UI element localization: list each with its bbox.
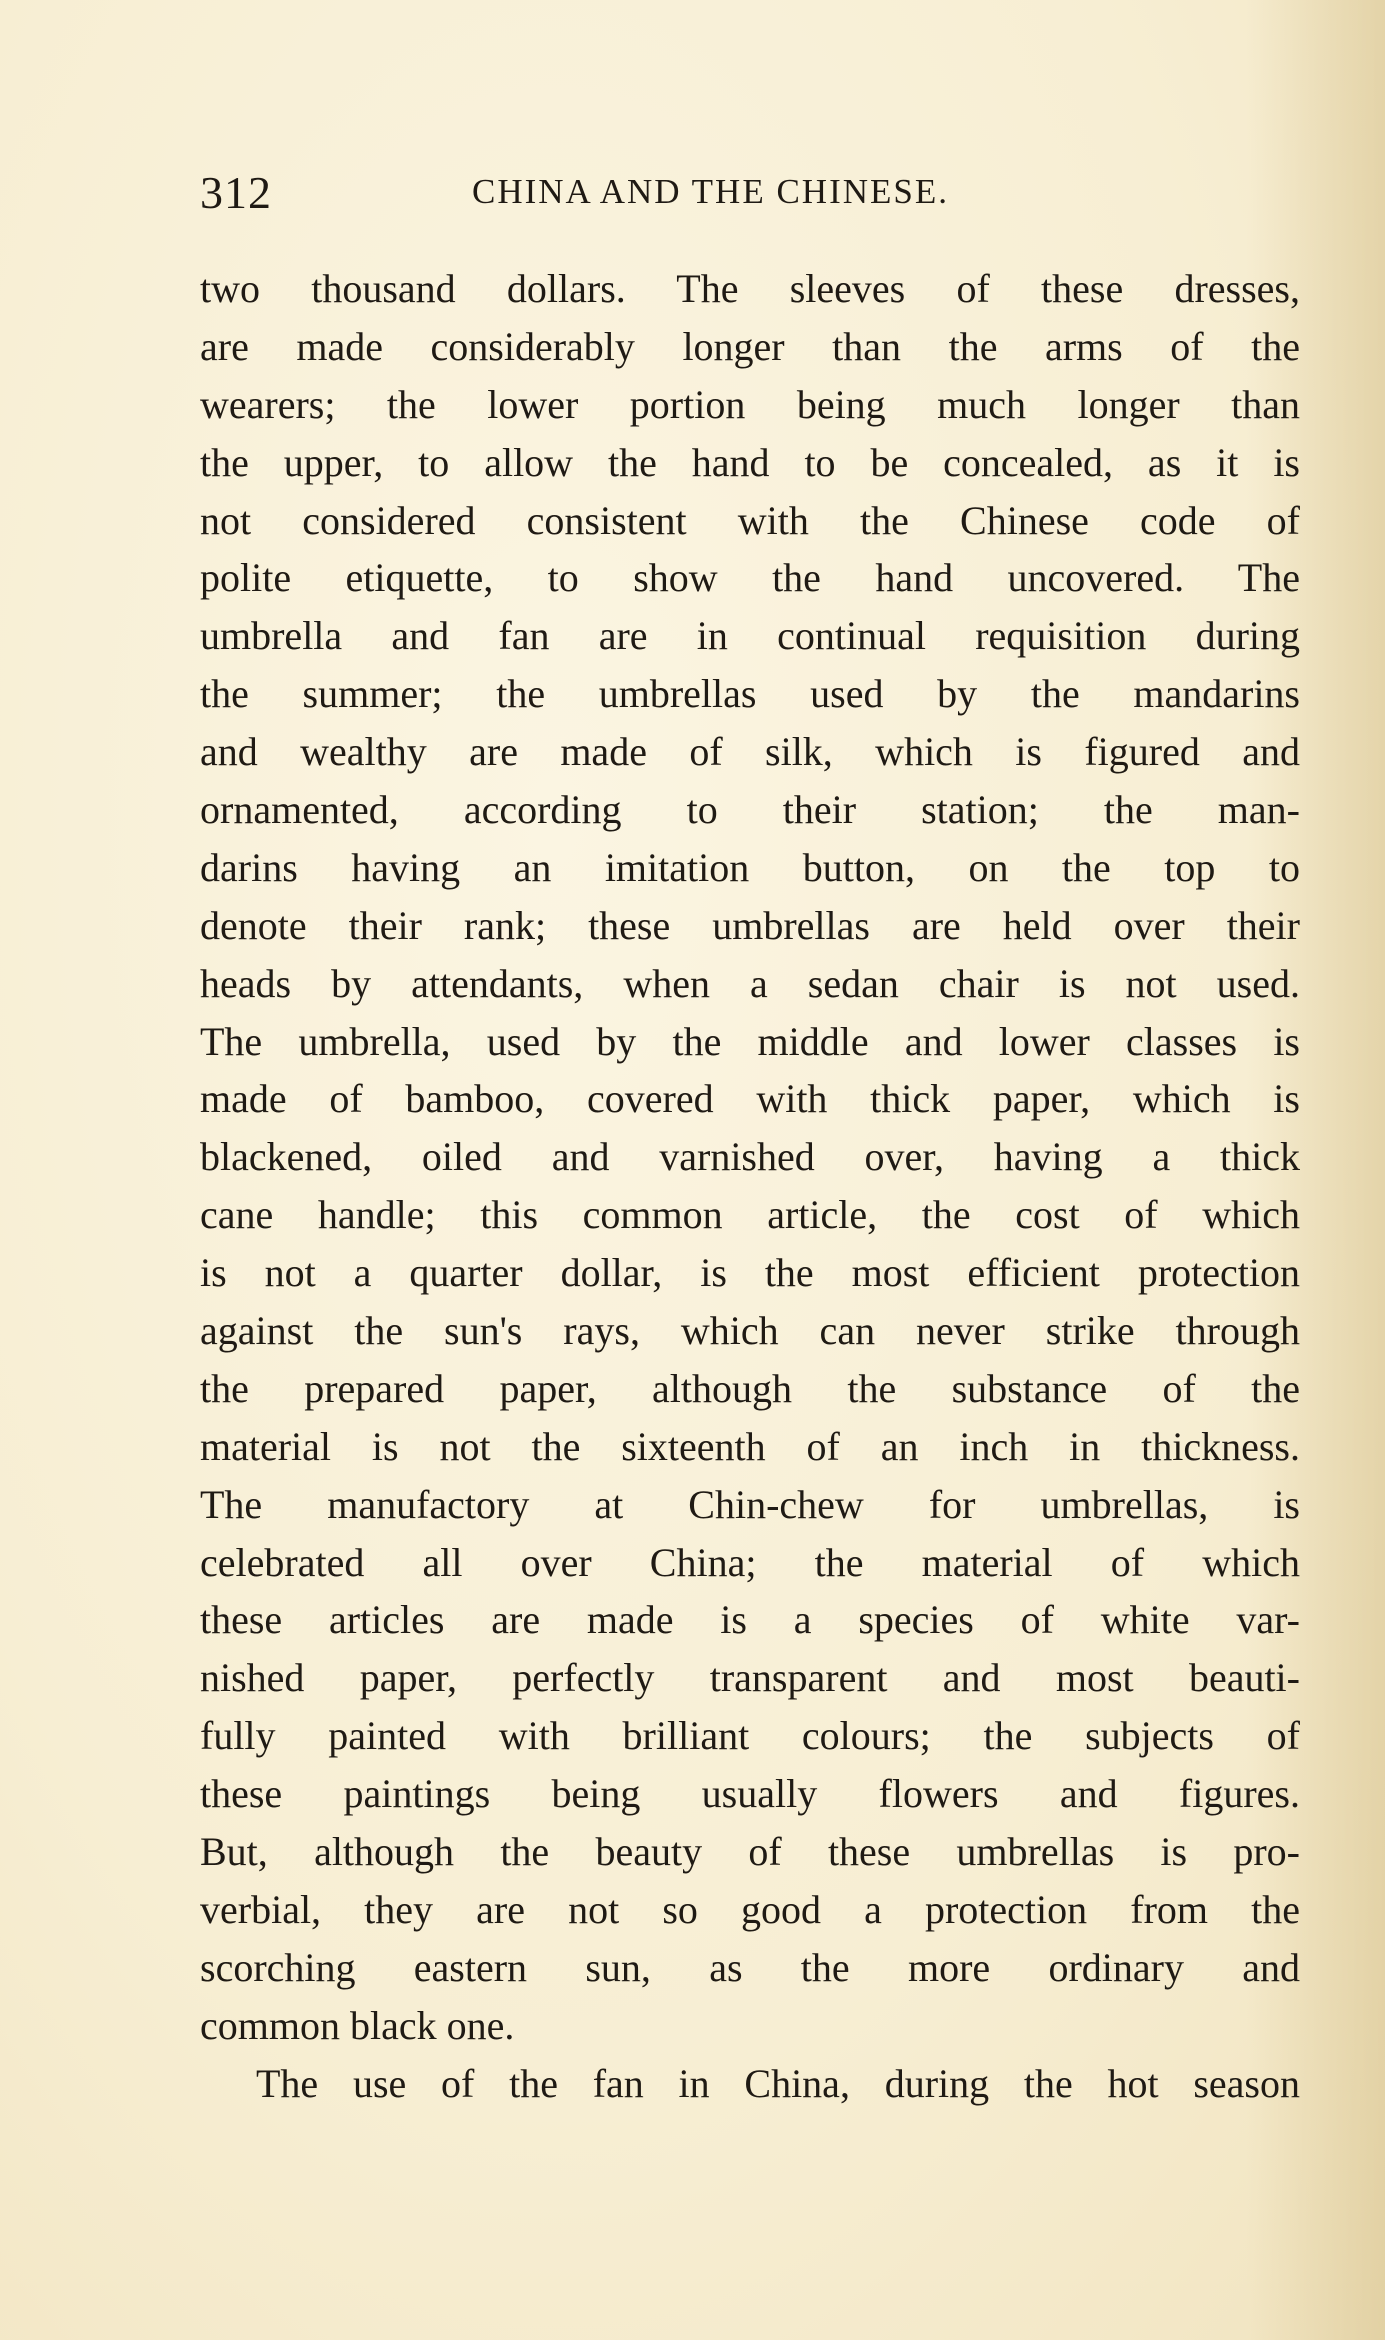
- page-number: 312: [200, 167, 272, 218]
- text-line: blackened, oiled and varnished over, having a thick: [200, 1134, 1300, 1180]
- text-line: verbial, they are not so good a protection from the: [200, 1886, 1300, 1932]
- text-line: the upper, to allow the hand to be concealed, as it is: [200, 439, 1300, 485]
- text-line: the summer; the umbrellas used by the mandarins: [200, 671, 1300, 717]
- text-line: umbrella and fan are in continual requisition during: [200, 613, 1300, 659]
- text-line: darins having an imitation button, on the top to: [200, 844, 1300, 890]
- text-line: not considered consistent with the Chinese code of: [200, 497, 1300, 543]
- text-line: The use of the fan in China, during the hot season: [256, 2060, 1300, 2106]
- text-line: are made considerably longer than the arms of the: [200, 323, 1300, 369]
- text-line: The manufactory at Chin-chew for umbrellas, is: [200, 1481, 1300, 1527]
- running-head-title: CHINA AND THE CHINESE.: [472, 172, 949, 211]
- text-line: celebrated all over China; the material of which: [200, 1539, 1300, 1585]
- text-line: ornamented, according to their station; the man-: [200, 787, 1300, 833]
- text-line: two thousand dollars. The sleeves of these dresses,: [200, 266, 1300, 311]
- text-line: But, although the beauty of these umbrellas is pro-: [200, 1829, 1300, 1875]
- text-line: common black one.: [200, 2002, 515, 2048]
- body-text: [200, 260, 1300, 2113]
- text-line: The umbrella, used by the middle and lower classes is: [200, 1018, 1300, 1064]
- text-line: denote their rank; these umbrellas are held over their: [200, 902, 1300, 948]
- text-line: the prepared paper, although the substance of the: [200, 1365, 1300, 1411]
- text-line: material is not the sixteenth of an inch in thickness.: [200, 1423, 1300, 1469]
- text-line: fully painted with brilliant colours; the subjects of: [200, 1713, 1300, 1759]
- text-line: scorching eastern sun, as the more ordinary and: [200, 1944, 1300, 1990]
- text-line: against the sun's rays, which can never strike through: [200, 1308, 1300, 1354]
- text-line: nished paper, perfectly transparent and most beauti-: [200, 1655, 1300, 1701]
- text-line: wearers; the lower portion being much longer than: [200, 381, 1300, 427]
- text-line: cane handle; this common article, the cost of which: [200, 1192, 1300, 1238]
- running-head: [200, 166, 1300, 226]
- text-line: and wealthy are made of silk, which is figured and: [200, 729, 1300, 775]
- text-line: is not a quarter dollar, is the most efficient protection: [200, 1250, 1300, 1296]
- text-line: made of bamboo, covered with thick paper, which is: [200, 1076, 1300, 1122]
- text-line: these paintings being usually flowers and figures.: [200, 1771, 1300, 1817]
- text-line: polite etiquette, to show the hand uncovered. The: [200, 555, 1300, 601]
- text-line: heads by attendants, when a sedan chair is not used.: [200, 960, 1300, 1006]
- text-line: these articles are made is a species of white var-: [200, 1597, 1300, 1643]
